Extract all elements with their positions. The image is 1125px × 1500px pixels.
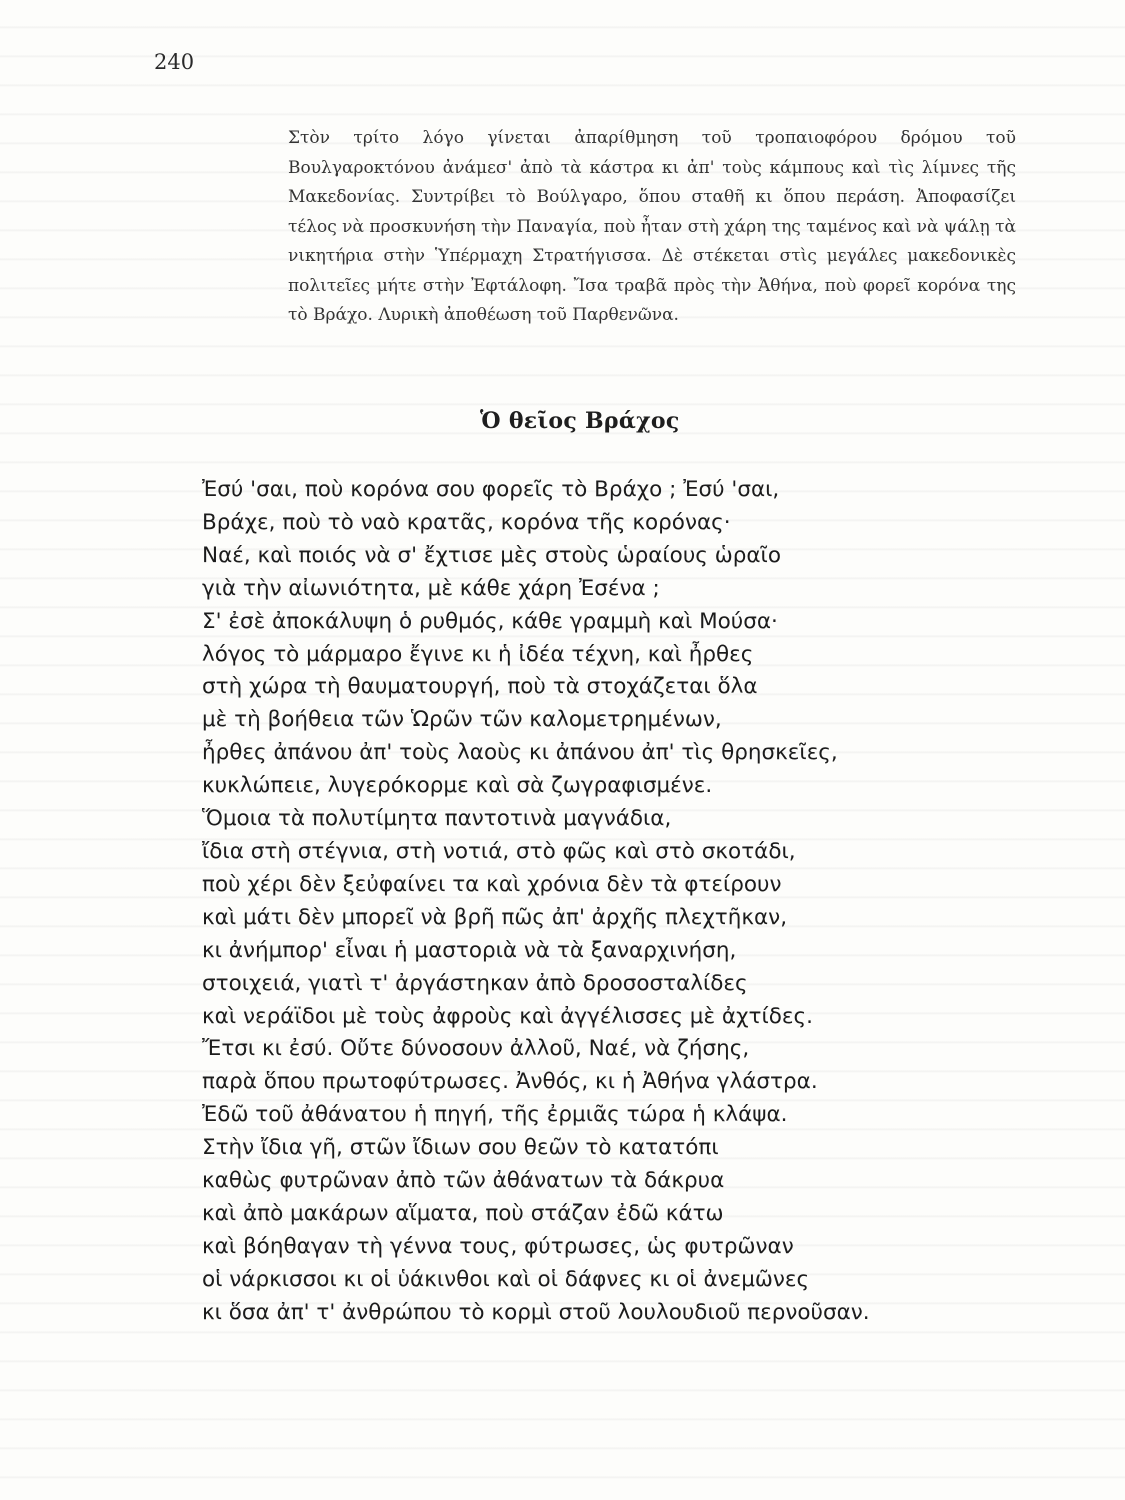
poem-line: ποὺ χέρι δὲν ξεὐφαίνει τα καὶ χρόνια δὲν τὰ φτείρουν (202, 871, 782, 897)
poem-line: ἴδια στὴ στέγνια, στὴ νοτιά, στὸ φῶς καὶ στὸ σκοτάδι, (202, 838, 796, 864)
poem-line: Σ' ἐσὲ ἀποκάλυψη ὁ ρυθμός, κάθε γραμμὴ καὶ Μούσα· (202, 608, 778, 634)
poem-line: οἱ νάρκισσοι κι οἱ ὑάκινθοι καὶ οἱ δάφνες κι οἱ ἀνεμῶνες (202, 1266, 810, 1292)
poem-line: καὶ βόηθαγαν τὴ γέννα τους, φύτρωσες, ὡς φυτρῶναν (202, 1233, 794, 1259)
poem-line: παρὰ ὅπου πρωτοφύτρωσες. Ἀνθός, κι ἡ Ἀθήνα γλάστρα. (202, 1069, 818, 1095)
poem-line: λόγος τὸ μάρμαρο ἔγινε κι ἡ ἰδέα τέχνη, καὶ ἦρθες (202, 641, 754, 667)
poem-line: Στὴν ἴδια γῆ, στῶν ἴδιων σου θεῶν τὸ κατατόπι (202, 1135, 719, 1161)
poem-line: μὲ τὴ βοήθεια τῶν Ὡρῶν τῶν καλομετρημένων, (202, 707, 722, 733)
poem-line: κι ὅσα ἀπ' τ' ἀνθρώπου τὸ κορμὶ στοῦ λουλουδιοῦ περνοῦσαν. (202, 1299, 870, 1325)
poem-line: Ἐδῶ τοῦ ἀθάνατου ἡ πηγή, τῆς ἐρμιᾶς τώρα ἡ κλάψα. (202, 1102, 788, 1128)
poem-body (202, 474, 1022, 1330)
poem-line: Ἔτσι κι ἐσύ. Οὔτε δύνοσουν ἀλλοῦ, Ναέ, νὰ ζήσης, (202, 1036, 750, 1062)
poem-line: Βράχε, ποὺ τὸ ναὸ κρατᾶς, κορόνα τῆς κορόνας· (202, 509, 731, 535)
poem-line: Ναέ, καὶ ποιός νὰ σ' ἔχτισε μὲς στοὺς ὡραίους ὡραῖο (202, 542, 781, 568)
page-number: 240 (154, 50, 195, 74)
poem-line: καθὼς φυτρῶναν ἀπὸ τῶν ἀθάνατων τὰ δάκρυα (202, 1168, 725, 1194)
chapter-summary (288, 124, 1016, 331)
poem-title: Ὁ θεῖος Βράχος (480, 408, 680, 434)
poem-line: κι ἀνήμπορ' εἶναι ἡ μαστοριὰ νὰ τὰ ξαναρχινήση, (202, 937, 737, 963)
poem-line: ἦρθες ἀπάνου ἀπ' τοὺς λαοὺς κι ἀπάνου ἀπ' τὶς θρησκεῖες, (202, 740, 838, 766)
poem-line: Ὅμοια τὰ πολυτίμητα παντοτινὰ μαγνάδια, (202, 806, 672, 832)
poem-line: στὴ χώρα τὴ θαυματουργή, ποὺ τὰ στοχάζεται ὅλα (202, 674, 758, 700)
poem-line: γιὰ τὴν αἰωνιότητα, μὲ κάθε χάρη Ἐσένα ; (202, 575, 660, 601)
poem-line: καὶ νεράϊδοι μὲ τοὺς ἀφροὺς καὶ ἀγγέλισσες μὲ ἀχτίδες. (202, 1003, 813, 1029)
poem-line: στοιχειά, γιατὶ τ' ἀργάστηκαν ἀπὸ δροσοσταλίδες (202, 970, 748, 996)
poem-line: καὶ μάτι δὲν μπορεῖ νὰ βρῆ πῶς ἀπ' ἀρχῆς πλεχτῆκαν, (202, 904, 788, 930)
poem-line: καὶ ἀπὸ μακάρων αἵματα, ποὺ στάζαν ἐδῶ κάτω (202, 1200, 724, 1226)
summary-paragraph: Στὸν τρίτο λόγο γίνεται ἀπαρίθμηση τοῦ τροπαιοφόρου δρόμου τοῦ Βουλγαροκτόνου ἀνάμεσ' ἀπὸ τὰ κάστρα κι ἀπ' τοὺς κάμπους καὶ τὶς λίμνες τῆς Μακεδονίας. Συντρίβει τὸ Βούλγαρο, ὅπου σταθῆ κι ὅπου περάση. Ἀποφασίζει τέλος νὰ προσκυνήση τὴν Παναγία, ποὺ ἦταν στὴ χάρη της ταμένος καὶ νὰ ψάλῃ τὰ νικητήρια στὴν Ὑπέρμαχη Στρατήγισσα. Δὲ στέκεται στὶς μεγάλες μακεδονικὲς πολιτεῖες μήτε στὴν Ἐφτάλοφη. Ἴσα τραβᾶ πρὸς τὴν Ἀθήνα, ποὺ φορεῖ κορόνα της τὸ Βράχο. Λυρικὴ ἀποθέωση τοῦ Παρθενῶνα. (288, 128, 1016, 325)
poem-line: κυκλώπειε, λυγερόκορμε καὶ σὰ ζωγραφισμένε. (202, 773, 713, 799)
poem-line: Ἐσύ 'σαι, ποὺ κορόνα σου φορεῖς τὸ Βράχο ; Ἐσύ 'σαι, (202, 477, 780, 502)
